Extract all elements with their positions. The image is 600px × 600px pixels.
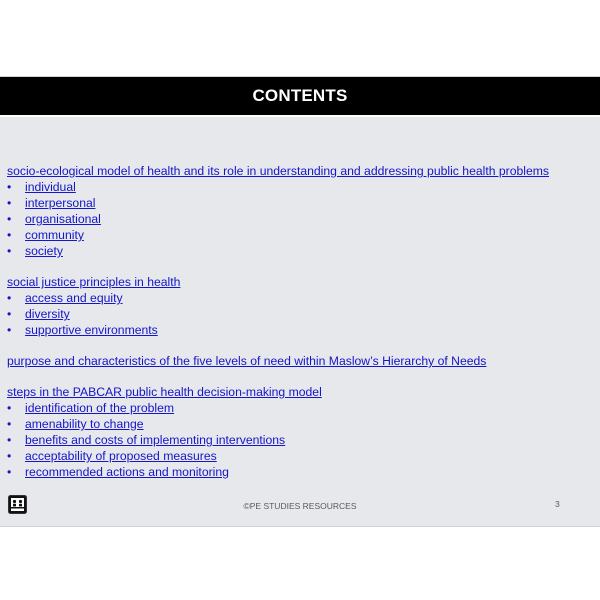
item-link[interactable]: diversity (25, 307, 70, 321)
toc-section (7, 384, 592, 480)
page-number: 3 (555, 499, 560, 509)
list-item (7, 416, 592, 432)
toc-section (7, 353, 592, 369)
bullet-icon: • (7, 244, 12, 258)
list-item (7, 290, 592, 306)
item-link[interactable]: community (25, 228, 84, 242)
item-link[interactable]: organisational (25, 212, 101, 226)
bullet-icon: • (7, 401, 12, 415)
item-link[interactable]: interpersonal (25, 196, 96, 210)
title-separator (0, 115, 600, 117)
bullet-icon: • (7, 323, 12, 337)
item-link[interactable]: recommended actions and monitoring (25, 465, 229, 479)
section-gap (7, 338, 592, 353)
bullet-icon: • (7, 196, 12, 210)
bullet-icon: • (7, 180, 12, 194)
section-heading-link[interactable]: steps in the PABCAR public health decision-making model (7, 385, 322, 399)
bullet-icon: • (7, 465, 12, 479)
section-items-list (7, 179, 592, 259)
item-link[interactable]: access and equity (25, 291, 123, 305)
section-items-list (7, 290, 592, 338)
list-item (7, 243, 592, 259)
item-link[interactable]: supportive environments (25, 323, 158, 337)
slide-title: CONTENTS (252, 86, 348, 105)
list-item (7, 306, 592, 322)
list-item (7, 179, 592, 195)
bullet-icon: • (7, 449, 12, 463)
list-item (7, 448, 592, 464)
section-gap (7, 369, 592, 384)
section-heading-link[interactable]: socio-ecological model of health and its role in understanding and addressing public health problems (7, 164, 550, 178)
toc-section (7, 274, 592, 338)
copyright-footer: ©PE STUDIES RESOURCES (243, 501, 357, 511)
table-of-contents (7, 163, 592, 480)
bullet-icon: • (7, 212, 12, 226)
item-link[interactable]: benefits and costs of implementing interventions (25, 433, 286, 447)
section-gap (7, 259, 592, 274)
title-bar (0, 77, 600, 115)
list-item (7, 211, 592, 227)
section-items-list (7, 400, 592, 480)
item-link[interactable]: amenability to change (25, 417, 144, 431)
section-heading-link[interactable]: social justice principles in health (7, 275, 181, 289)
section-heading-link[interactable]: purpose and characteristics of the five levels of need within Maslow’s Hierarchy of Needs (7, 354, 487, 368)
list-item (7, 400, 592, 416)
bullet-icon: • (7, 291, 12, 305)
list-item (7, 432, 592, 448)
bullet-icon: • (7, 228, 12, 242)
list-item (7, 322, 592, 338)
list-item (7, 195, 592, 211)
item-link[interactable]: individual (25, 180, 76, 194)
toc-section (7, 163, 592, 259)
slide (0, 76, 600, 527)
bullet-icon: • (7, 417, 12, 431)
item-link[interactable]: acceptability of proposed measures (25, 449, 217, 463)
item-link[interactable]: identification of the problem (25, 401, 175, 415)
item-link[interactable]: society (25, 244, 63, 258)
bullet-icon: • (7, 307, 12, 321)
list-item (7, 464, 592, 480)
list-item (7, 227, 592, 243)
bullet-icon: • (7, 433, 12, 447)
